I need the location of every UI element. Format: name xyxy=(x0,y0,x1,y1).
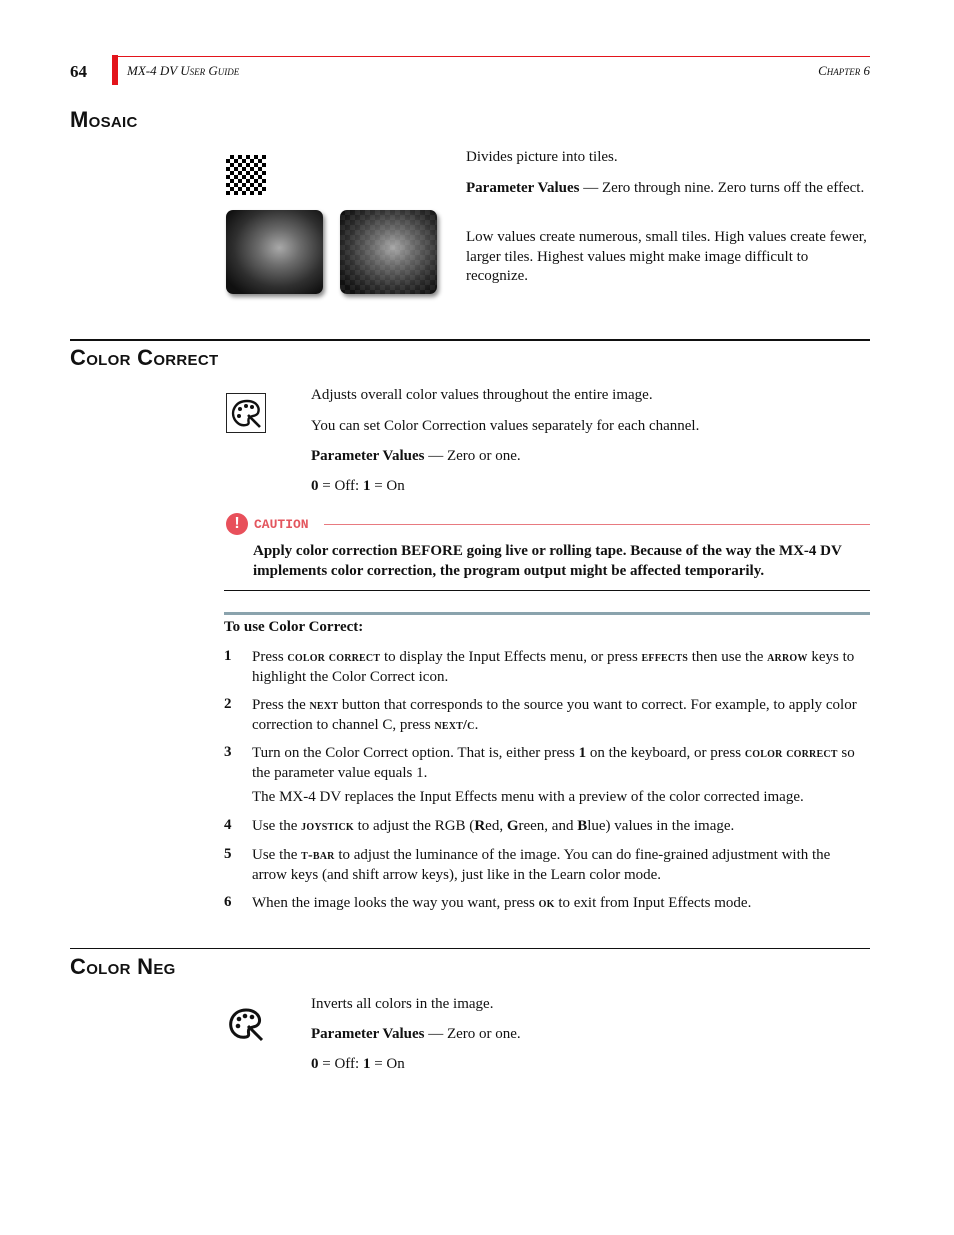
color-neg-parameters xyxy=(311,1025,871,1045)
color-correct-channel-note: You can set Color Correction values separately for each channel. xyxy=(311,418,700,434)
color-correct-values xyxy=(311,477,871,497)
key-ok: ok xyxy=(538,896,555,911)
step-number: 3 xyxy=(224,744,232,760)
step-text: When the image looks the way you want, press ok to exit from Input Effects mode. xyxy=(252,895,752,911)
cn-param-label: Parameter Values xyxy=(311,1026,425,1042)
step-sub-note: The MX-4 DV replaces the Input Effects menu with a preview of the color corrected image. xyxy=(252,789,804,805)
step-number: 4 xyxy=(224,817,232,833)
value-one: 1 xyxy=(362,1056,371,1072)
key-joystick: joystick xyxy=(301,819,354,834)
key-arrow: arrow xyxy=(767,650,808,665)
section-rule xyxy=(70,339,870,341)
caution-bottom-rule xyxy=(224,590,870,591)
step-number: 6 xyxy=(224,894,232,910)
cc-param-label: Parameter Values xyxy=(311,448,425,464)
mosaic-param-label: Parameter Values xyxy=(466,180,580,196)
header-guide-title: MX-4 DV User Guide xyxy=(127,63,240,78)
step-text: Use the t-bar to adjust the luminance of the image. You can do fine-grained adjustment with the arrow keys (and shift arrow keys), just like in the Learn color mode. xyxy=(252,847,831,883)
section-rule xyxy=(70,948,870,949)
value-zero: 0 xyxy=(311,1056,319,1072)
step-text: Use the joystick to adjust the RGB (Red, Green, and Blue) values in the image. xyxy=(252,818,735,834)
mosaic-detail: Low values create numerous, small tiles. High values create fewer, larger tiles. Highest values might make image difficult to recognize. xyxy=(466,229,867,284)
mosaic-tiles-icon xyxy=(226,155,266,195)
step-number: 2 xyxy=(224,696,232,712)
key-next-c: next/c xyxy=(434,717,475,733)
palette-icon xyxy=(226,1004,266,1044)
mosaic-after-image xyxy=(340,210,437,294)
value-one: 1 xyxy=(362,478,371,494)
key-color-correct: color correct xyxy=(287,650,381,665)
page-number: 64 xyxy=(70,62,87,81)
color-correct-intro: Adjusts overall color values throughout the entire image. xyxy=(311,387,653,403)
color-correct-heading: Color Correct xyxy=(70,345,219,370)
color-neg-heading: Color Neg xyxy=(70,954,176,979)
key-color-correct: color correct xyxy=(744,746,838,761)
caution-label: CAUTION xyxy=(254,517,309,532)
color-correct-parameters xyxy=(311,447,871,467)
color-neg-intro: Inverts all colors in the image. xyxy=(311,996,494,1012)
procedure-title: To use Color Correct: xyxy=(224,619,364,635)
header-rule xyxy=(118,56,870,57)
key-effects: effects xyxy=(641,650,688,665)
mosaic-before-image xyxy=(226,210,323,294)
cn-param-text: — Zero or one. xyxy=(424,1026,521,1042)
value-on: = On xyxy=(370,1056,405,1072)
key-next: next xyxy=(309,698,339,713)
value-off: = Off: xyxy=(318,1056,363,1072)
step-text: Press the next button that corresponds to the source you want to correct. For example, to apply color correction to channel C, press next/c. xyxy=(252,697,857,733)
step-text: Press color correct to display the Input Effects menu, or press effects then use the arrow keys to highlight the Color Correct icon. xyxy=(252,649,855,685)
cc-param-text: — Zero or one. xyxy=(424,448,521,464)
mosaic-intro: Divides picture into tiles. xyxy=(466,149,618,165)
color-neg-values xyxy=(311,1055,871,1075)
mosaic-heading: Mosaic xyxy=(70,107,138,132)
caution-text: Apply color correction BEFORE going live or rolling tape. Because of the way the MX-4 DV implements color correction, the program output might be affected temporarily. xyxy=(253,543,842,579)
value-zero: 0 xyxy=(311,478,319,494)
procedure-bar xyxy=(224,612,870,615)
caution-icon: ! xyxy=(226,513,248,535)
step-number: 5 xyxy=(224,846,232,862)
value-off: = Off: xyxy=(318,478,363,494)
palette-icon xyxy=(226,393,266,433)
mosaic-parameters xyxy=(466,179,870,199)
step-number: 1 xyxy=(224,648,232,664)
key-t-bar: t-bar xyxy=(301,848,335,863)
caution-rule xyxy=(324,524,870,525)
step-text: Turn on the Color Correct option. That is, either press 1 on the keyboard, or press color correct so the parameter value equals 1. xyxy=(252,745,855,781)
header-accent-bar xyxy=(112,55,118,85)
mosaic-param-text: — Zero through nine. Zero turns off the effect. xyxy=(579,180,865,196)
value-on: = On xyxy=(370,478,405,494)
header-chapter: Chapter 6 xyxy=(818,63,870,78)
